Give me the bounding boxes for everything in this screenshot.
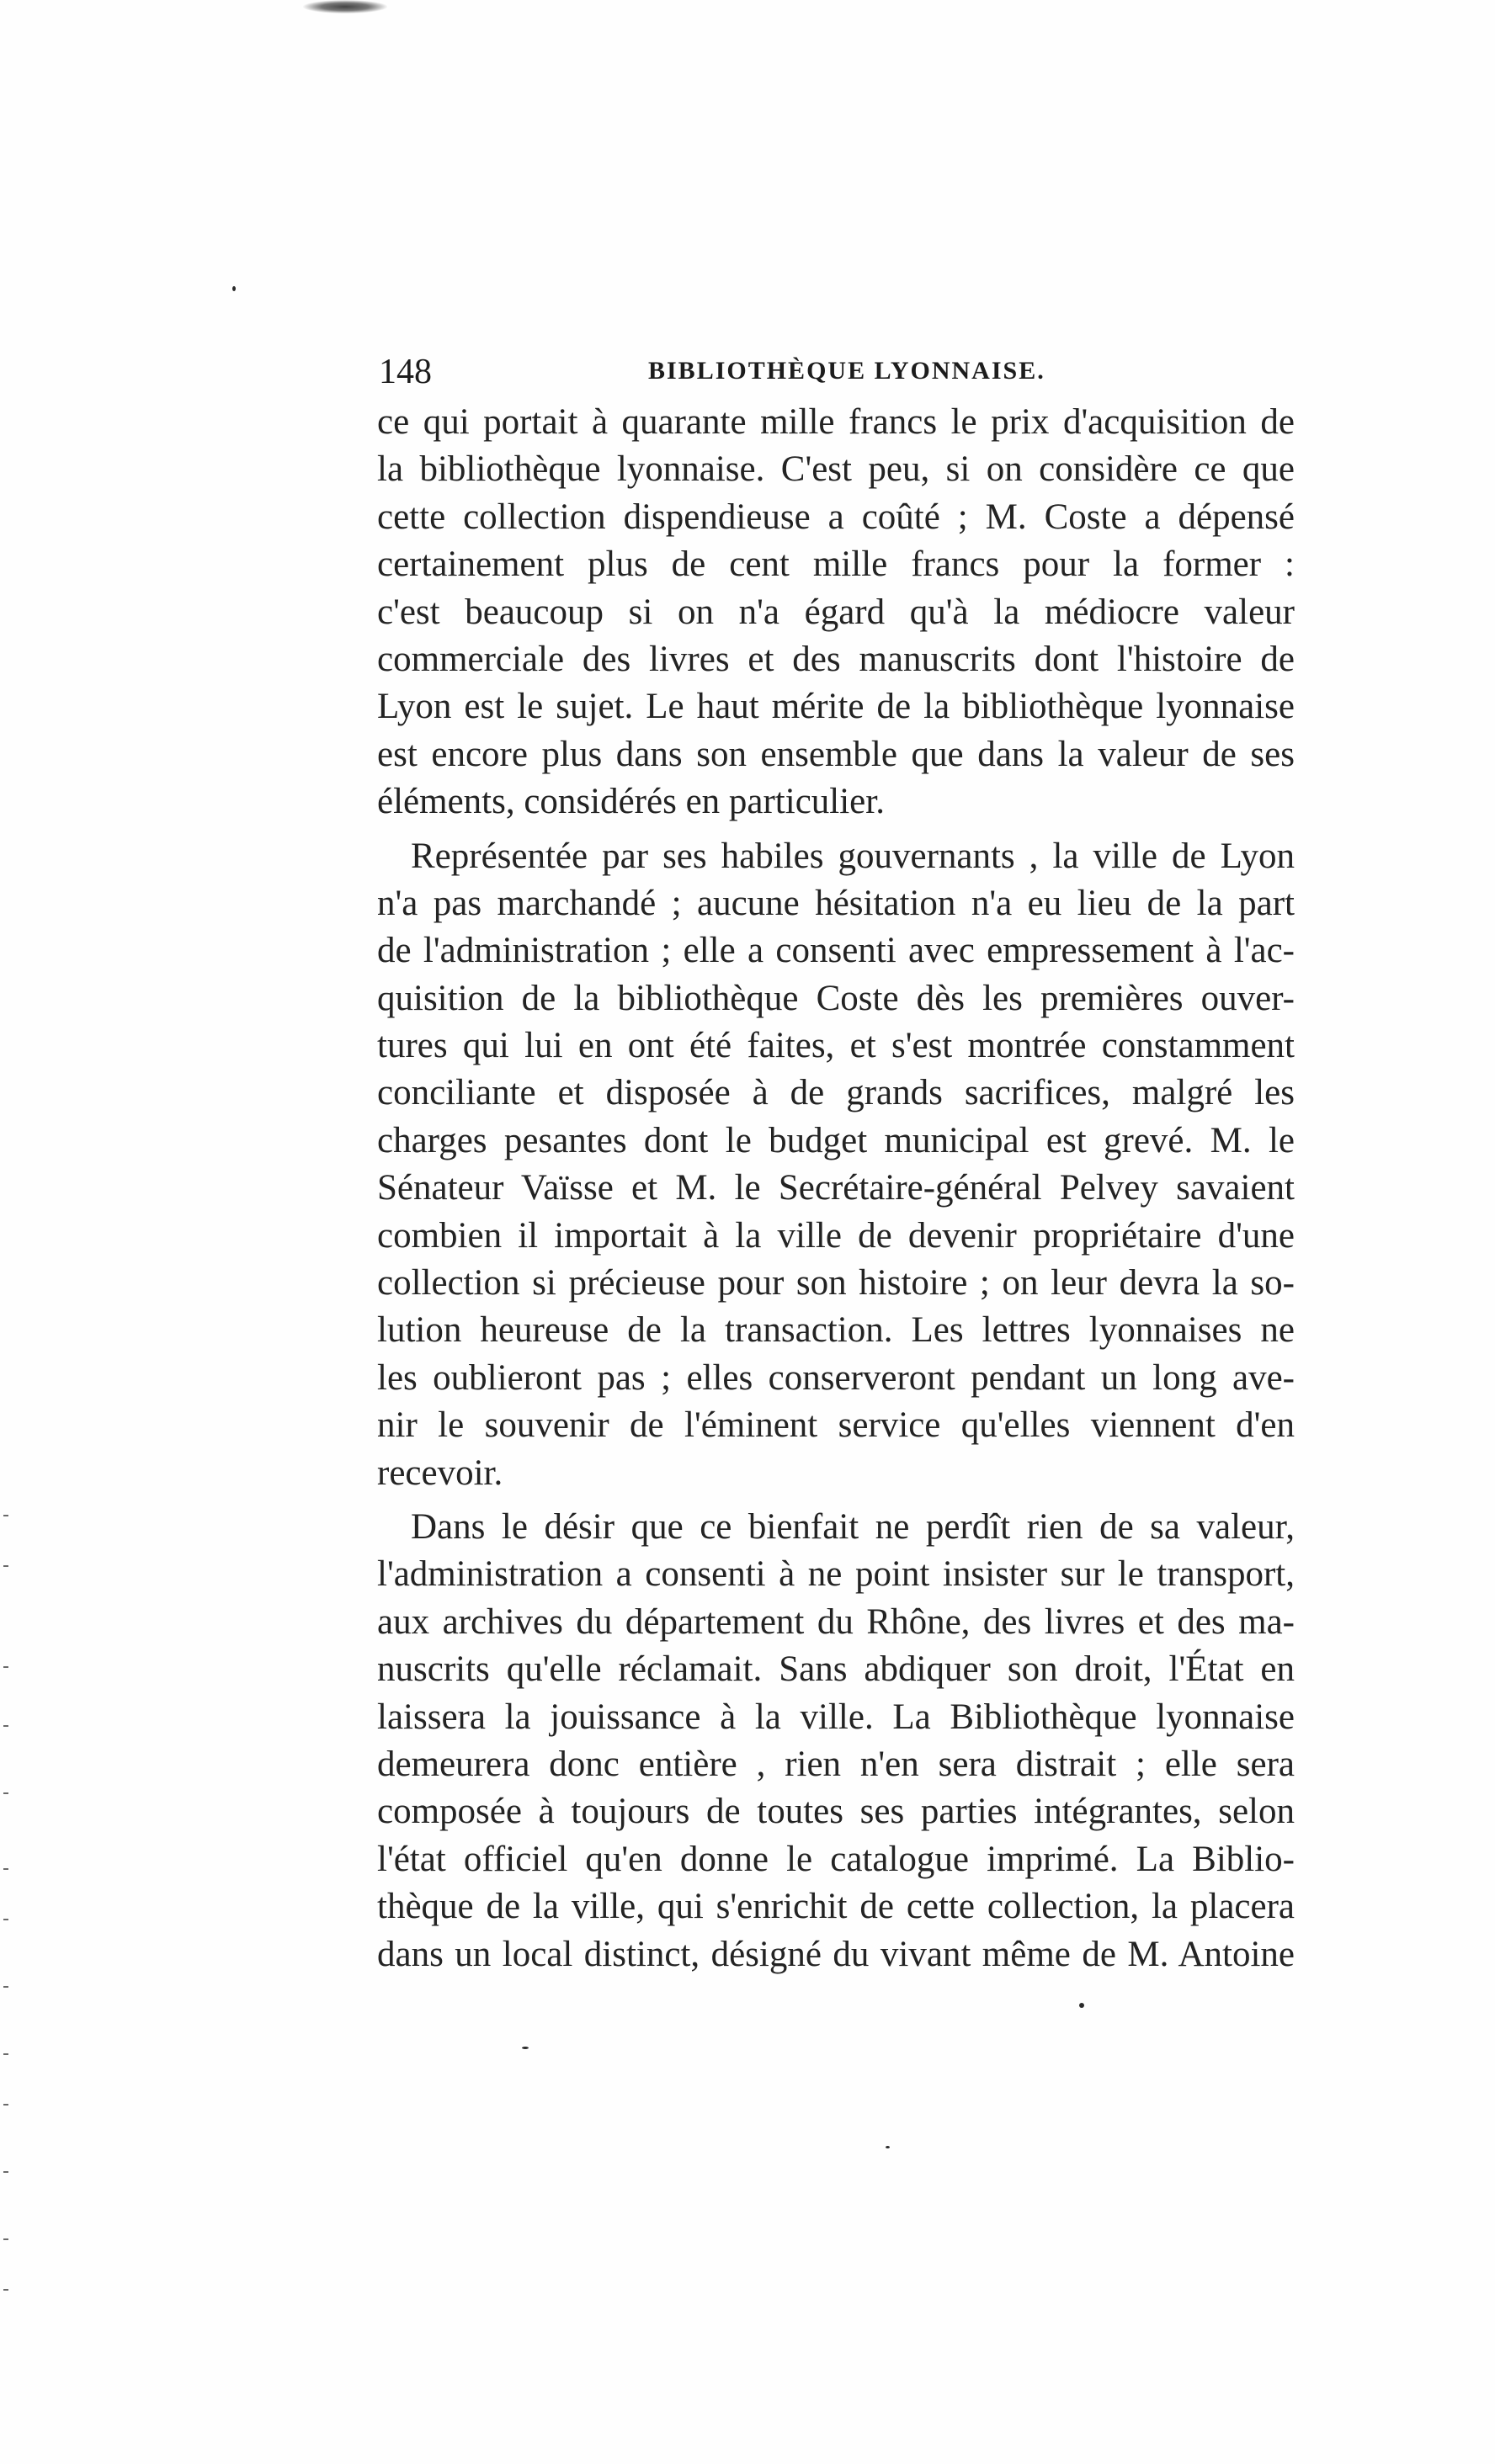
paragraph-gap <box>377 1497 1295 1504</box>
text-line: conciliante et disposée à de grands sacrifices, malgré les <box>377 1073 1295 1113</box>
text-line: de l'administration ; elle a consenti avec empressement à l'ac- <box>377 931 1295 971</box>
text-line: Lyon est le sujet. Le haut mérite de la bibliothèque lyonnaise <box>377 687 1295 727</box>
paragraph <box>377 399 1295 826</box>
ink-speck <box>1079 2003 1084 2008</box>
text-line: est encore plus dans son ensemble que dans la valeur de ses <box>377 734 1295 774</box>
ink-speck <box>522 2047 529 2049</box>
text-line: tures qui lui en ont été faites, et s'est montrée constamment <box>377 1026 1295 1066</box>
text-line: combien il importait à la ville de devenir propriétaire d'une <box>377 1215 1295 1256</box>
body-text <box>377 399 1295 1978</box>
paragraph <box>377 1504 1295 1978</box>
paragraph <box>377 833 1295 1497</box>
text-line: n'a pas marchandé ; aucune hésitation n'a eu lieu de la part <box>377 883 1295 923</box>
text-line: composée à toujours de toutes ses parties intégrantes, selon <box>377 1792 1295 1832</box>
running-title: BIBLIOTHÈQUE LYONNAISE. <box>648 357 1045 385</box>
text-line: Dans le désir que ce bienfait ne perdît rien de sa valeur, <box>411 1506 1295 1547</box>
text-line: demeurera donc entière , rien n'en sera distrait ; elle sera <box>377 1744 1295 1784</box>
text-line: quisition de la bibliothèque Coste dès les premières ouver- <box>377 978 1295 1018</box>
text-line: nir le souvenir de l'éminent service qu'elles viennent d'en <box>377 1405 1295 1446</box>
text-line: les oublieront pas ; elles conserveront pendant un long ave- <box>377 1357 1295 1398</box>
text-line: collection si précieuse pour son histoire ; on leur devra la so- <box>377 1263 1295 1304</box>
ink-speck <box>886 2146 890 2148</box>
running-header <box>379 352 1296 402</box>
text-line: dans un local distinct, désigné du vivant même de M. Antoine <box>377 1934 1295 1974</box>
text-line: c'est beaucoup si on n'a égard qu'à la médiocre valeur <box>377 592 1295 632</box>
text-line: thèque de la ville, qui s'enrichit de cette collection, la placera <box>377 1887 1295 1927</box>
text-line: l'état officiel qu'en donne le catalogue imprimé. La Biblio- <box>377 1839 1295 1879</box>
page-edge-marks <box>0 1515 17 2314</box>
ink-speck <box>232 286 236 291</box>
text-line: l'administration a consenti à ne point insister sur le transport, <box>377 1554 1295 1595</box>
text-line: Représentée par ses habiles gouvernants , la ville de Lyon <box>411 836 1295 876</box>
page-number: 148 <box>379 353 432 391</box>
text-line: ce qui portait à quarante mille francs le prix d'acquisition de <box>377 402 1295 442</box>
text-line: aux archives du département du Rhône, des livres et des ma- <box>377 1601 1295 1642</box>
text-line: la bibliothèque lyonnaise. C'est peu, si on considère ce que <box>377 449 1295 490</box>
text-line: charges pesantes dont le budget municipal est grevé. M. le <box>377 1120 1295 1160</box>
text-line: commerciale des livres et des manuscrits dont l'histoire de <box>377 639 1295 679</box>
paragraph-gap <box>377 826 1295 833</box>
ink-smudge <box>303 0 387 13</box>
text-line: nuscrits qu'elle réclamait. Sans abdiquer son droit, l'État en <box>377 1649 1295 1690</box>
text-line: recevoir. <box>377 1452 503 1493</box>
text-line: éléments, considérés en particulier. <box>377 782 885 822</box>
text-line: cette collection dispendieuse a coûté ; M. Coste a dépensé <box>377 497 1295 537</box>
text-line: certainement plus de cent mille francs pour la former : <box>377 544 1295 585</box>
text-line: Sénateur Vaïsse et M. le Secrétaire-général Pelvey savaient <box>377 1168 1295 1208</box>
text-line: laissera la jouissance à la ville. La Bibliothèque lyonnaise <box>377 1697 1295 1737</box>
text-line: lution heureuse de la transaction. Les lettres lyonnaises ne <box>377 1310 1295 1351</box>
